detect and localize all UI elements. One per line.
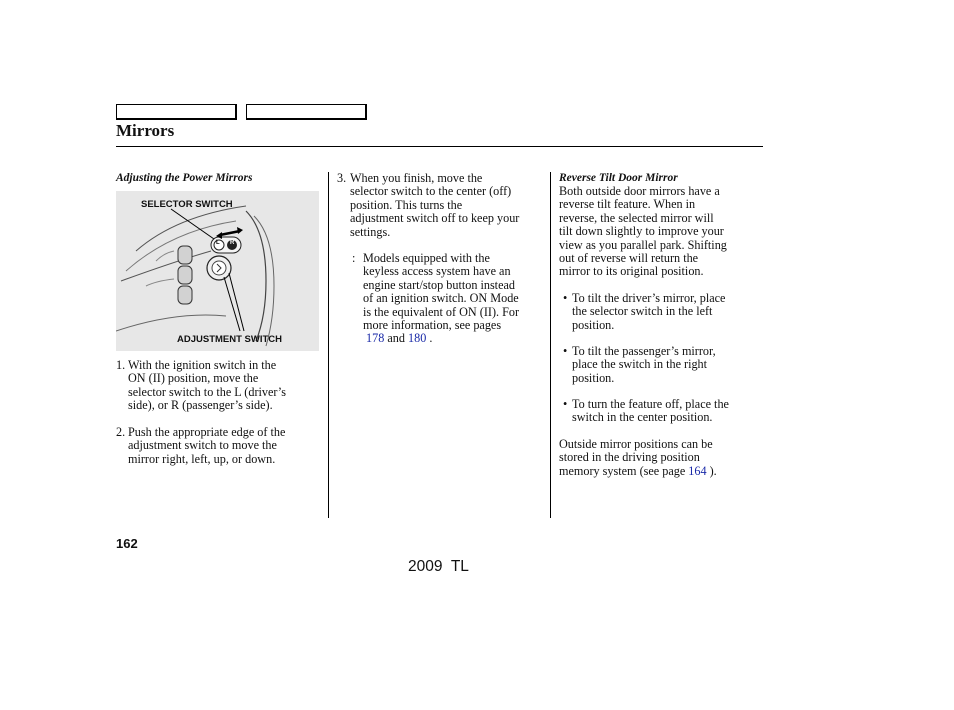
mirror-switch-figure bbox=[116, 191, 319, 351]
step-number: 2. bbox=[116, 425, 126, 439]
page-link-180[interactable]: 180 bbox=[408, 331, 427, 346]
reverse-tilt-intro: Both outside door mirrors have a reverse tilt feature. When in reverse, the selected mirror will tilt down slightly to improve your view as you parallel park. Shifting out of reverse will return the mirror to its original position. bbox=[559, 184, 727, 279]
section-heading-reverse-tilt: Reverse Tilt Door Mirror bbox=[559, 172, 678, 184]
nav-tab-2[interactable] bbox=[246, 104, 367, 120]
column-divider-2 bbox=[550, 172, 551, 518]
bullet-marker: • bbox=[563, 397, 568, 411]
memory-note: Outside mirror positions can be stored in the driving position memory system (see page 164 ). bbox=[559, 437, 717, 478]
page-link-164[interactable]: 164 bbox=[688, 463, 707, 478]
bullet-marker: • bbox=[563, 344, 568, 358]
nav-tab-1[interactable] bbox=[116, 104, 237, 120]
section-heading-power-mirrors: Adjusting the Power Mirrors bbox=[116, 172, 253, 184]
switch-right-label: R bbox=[230, 240, 235, 246]
step-number: 1. bbox=[116, 358, 126, 372]
model-label: 2009 TL bbox=[408, 558, 469, 575]
switch-left-label: L bbox=[216, 240, 220, 246]
page-number: 162 bbox=[116, 536, 138, 551]
bullet-marker: • bbox=[563, 291, 568, 305]
page-link-178[interactable]: 178 bbox=[366, 331, 385, 346]
page-links-line: 178 and 180 . bbox=[366, 331, 433, 346]
column-divider-1 bbox=[328, 172, 329, 518]
step-text: When you finish, move the selector switch to the center (off) position. This turns the adjustment switch off to keep your settings. bbox=[350, 171, 520, 239]
step-number: 3. bbox=[337, 171, 347, 185]
adjustment-switch-label: ADJUSTMENT SWITCH bbox=[177, 334, 283, 345]
mirror-switch-illustration bbox=[116, 191, 319, 351]
step-text: Push the appropriate edge of the adjustment switch to move the mirror right, left, up, or down. bbox=[128, 425, 286, 466]
selector-switch-label: SELECTOR SWITCH bbox=[141, 199, 233, 210]
note-marker: : bbox=[352, 251, 356, 265]
header-rule bbox=[116, 146, 763, 147]
page-title: Mirrors bbox=[116, 121, 175, 140]
note-text: Models equipped with the keyless access system have an engine start/stop button instead of an ignition switch. ON Mode is the equivalent of ON (II). For more information, see pages 178 and 180 . bbox=[363, 251, 520, 346]
step-text: With the ignition switch in the ON (II) position, move the selector switch to the L (driver’s side), or R (passenger’s side). bbox=[128, 358, 287, 413]
